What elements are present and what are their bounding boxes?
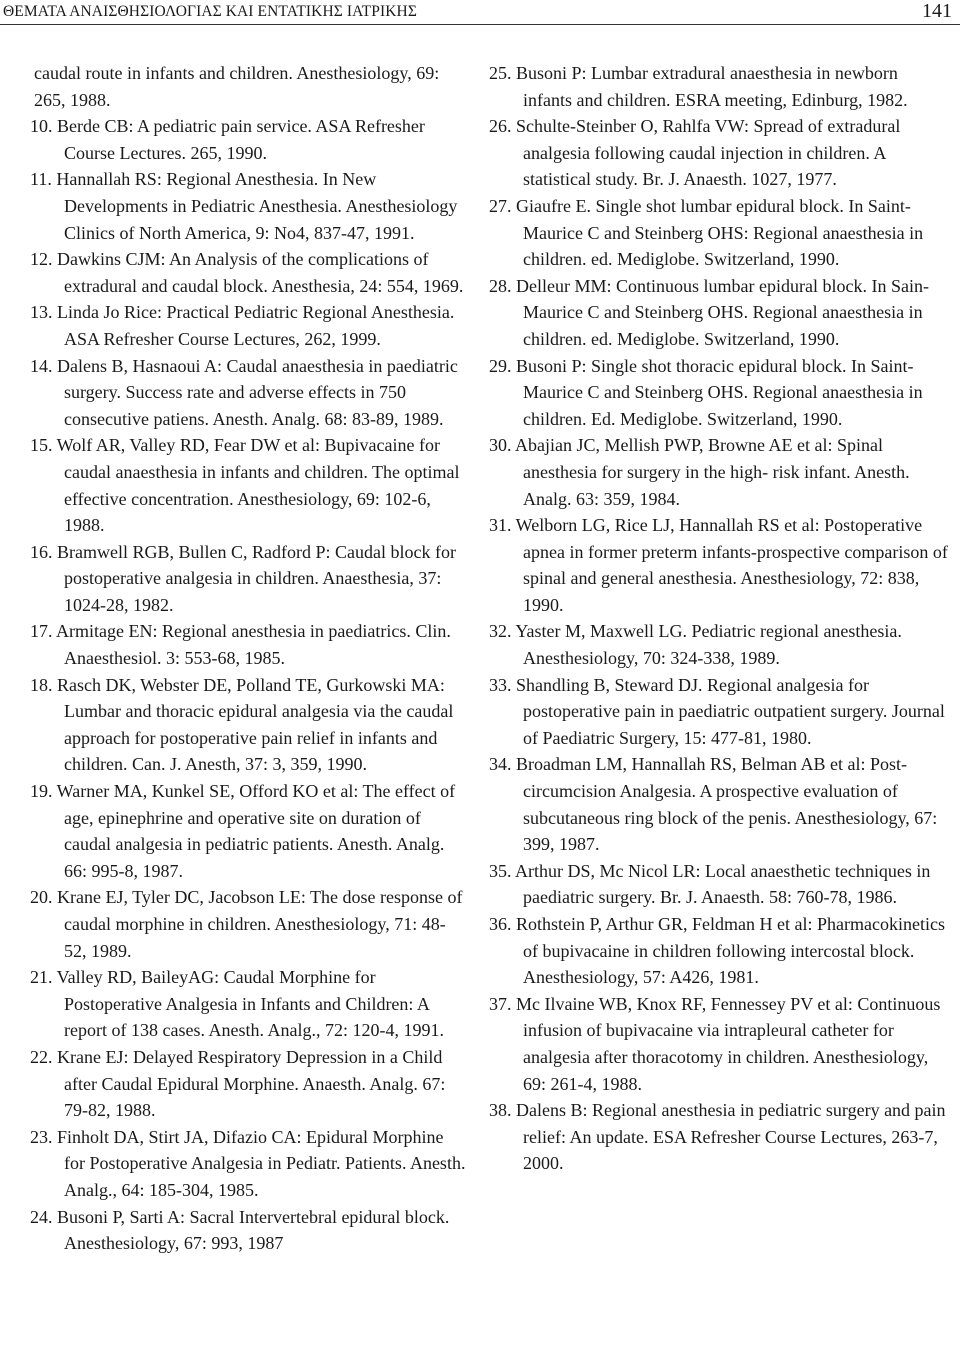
reference-item: 16. Bramwell RGB, Bullen C, Radford P: Caudal block for postoperative analgesia in children. Anaesthesia, 37: 1024-28, 1982. [30,541,456,615]
reference-item: 33. Shandling B, Steward DJ. Regional analgesia for postoperative pain in paediatric outpatient surgery. Journal of Paediatric Surgery, 15: 477-81, 1980. [489,674,945,748]
reference-item: 10. Berde CB: A pediatric pain service. ASA Refresher Course Lectures. 265, 1990. [30,116,425,163]
reference-item: 38. Dalens B: Regional anesthesia in pediatric surgery and pain relief: An update. ESA Refresher Course Lectures, 263-7, 2000. [489,1100,946,1174]
reference-item: 24. Busoni P, Sarti A: Sacral Intervertebral epidural block. Anesthesiology, 67: 993, 1987 [30,1206,450,1254]
reference-item: 28. Delleur MM: Continuous lumbar epidural block. In Sain-Maurice C and Steinberg OHS. Regional anaesthesia in children. ed. Mediglobe. Switzerland, 1990. [489,275,929,349]
page-number: 141 [922,0,952,22]
right-column [489,60,949,1177]
reference-item: 29. Busoni P: Single shot thoracic epidural block. In Saint-Maurice C and Steinberg OHS. Regional anaesthesia in children. Ed. Mediglobe. Switzerland, 1990. [489,355,923,429]
left-column [30,60,468,1257]
reference-item: 26. Schulte-Steinber O, Rahlfa VW: Spread of extradural analgesia following caudal injection in children. A statistical study. Br. J. Anaesth. 1027, 1977. [489,116,901,190]
reference-item: 32. Yaster M, Maxwell LG. Pediatric regional anesthesia. Anesthesiology, 70: 324-338, 1989. [489,621,902,669]
reference-item: 21. Valley RD, BaileyAG: Caudal Morphine for Postoperative Analgesia in Infants and Children: A report of 138 cases. Anesth. Analg., 72: 120-4, 1991. [30,967,444,1041]
reference-item: 14. Dalens B, Hasnaoui A: Caudal anaesthesia in paediatric surgery. Success rate and adverse effects in 750 consecutive patiens. Anesth. Analg. 68: 83-89, 1989. [30,355,458,429]
reference-item: 36. Rothstein P, Arthur GR, Feldman H et al: Pharmacokinetics of bupivacaine in children following intercostal block. Anesthesiology, 57: A426, 1981. [489,914,945,988]
reference-item: 12. Dawkins CJM: An Analysis of the complications of extradural and caudal block. Anesthesia, 24: 554, 1969. [30,249,464,296]
reference-item: 23. Finholt DA, Stirt JA, Difazio CA: Epidural Morphine for Postoperative Analgesia in Pediatr. Patients. Anesth. Analg., 64: 185-304, 1985. [30,1126,466,1200]
reference-item: 17. Armitage EN: Regional anesthesia in paediatrics. Clin. Anaesthesiol. 3: 553-68, 1985. [30,621,451,669]
reference-item: 13. Linda Jo Rice: Practical Pediatric Regional Anesthesia. ASA Refresher Course Lectures, 262, 1999. [30,302,455,349]
reference-item: 18. Rasch DK, Webster DE, Polland TE, Gurkowski MA: Lumbar and thoracic epidural analgesia via the caudal approach for postoperative pain relief in infants and children. Can. J. Anesth, 37: 3, 359, 1990. [30,674,454,775]
reference-continued: caudal route in infants and children. Anesthesiology, 69: 265, 1988. [34,63,440,110]
reference-item: 31. Welborn LG, Rice LJ, Hannallah RS et al: Postoperative apnea in former preterm infants-prospective comparison of spinal and general anesthesia. Anesthesiology, 72: 838, 1990. [489,515,948,615]
reference-item: 37. Mc Ilvaine WB, Knox RF, Fennessey PV et al: Continuous infusion of bupivacaine via intrapleural catheter for analgesia after thoracotomy in children. Anesthesiology, 69: 261-4, 1988. [489,993,941,1094]
running-header [0,0,960,26]
reference-item: 19. Warner MA, Kunkel SE, Offord KO et al: The effect of age, epinephrine and operative site on duration of caudal analgesia in pediatric patients. Anesth. Analg. 66: 995-8, 1987. [30,781,456,881]
reference-item: 34. Broadman LM, Hannallah RS, Belman AB et al: Post-circumcision Analgesia. A prospective evaluation of subcutaneous ring block of the penis. Anesthesiology, 67: 399, 1987. [489,754,938,855]
header-rule [0,24,960,25]
reference-item: 11. Hannallah RS: Regional Anesthesia. In New Developments in Pediatric Anesthesia. Anesthesiology Clinics of North America, 9: No4, 837-47, 1991. [30,169,458,243]
journal-title: ΘΕΜΑΤΑ ΑΝΑΙΣΘΗΣΙΟΛΟΓΙΑΣ ΚΑΙ ΕΝΤΑΤΙΚΗΣ ΙΑΤΡΙΚΗΣ [3,3,417,20]
reference-item: 30. Abajian JC, Mellish PWP, Browne AE et al: Spinal anesthesia for surgery in the high- risk infant. Anesth. Analg. 63: 359, 1984. [489,435,910,509]
reference-item: 15. Wolf AR, Valley RD, Fear DW et al: Bupivacaine for caudal anaesthesia in infants and children. The optimal effective concentration. Anesthesiology, 69: 102-6, 1988. [30,435,460,536]
reference-item: 35. Arthur DS, Mc Nicol LR: Local anaesthetic techniques in paediatric surgery. Br. J. Anaesth. 58: 760-78, 1986. [489,860,931,908]
reference-item: 20. Krane EJ, Tyler DC, Jacobson LE: The dose response of caudal morphine in children. Anesthesiology, 71: 48-52, 1989. [30,887,463,961]
reference-item: 25. Busoni P: Lumbar extradural anaesthesia in newborn infants and children. ESRA meeting, Edinburg, 1982. [489,63,908,110]
reference-item: 27. Giaufre E. Single shot lumbar epidural block. In Saint-Maurice C and Steinberg OHS: Regional anaesthesia in children. ed. Mediglobe. Switzerland, 1990. [489,195,924,270]
reference-item: 22. Krane EJ: Delayed Respiratory Depression in a Child after Caudal Epidural Morphine. Anaesth. Analg. 67: 79-82, 1988. [30,1046,446,1121]
